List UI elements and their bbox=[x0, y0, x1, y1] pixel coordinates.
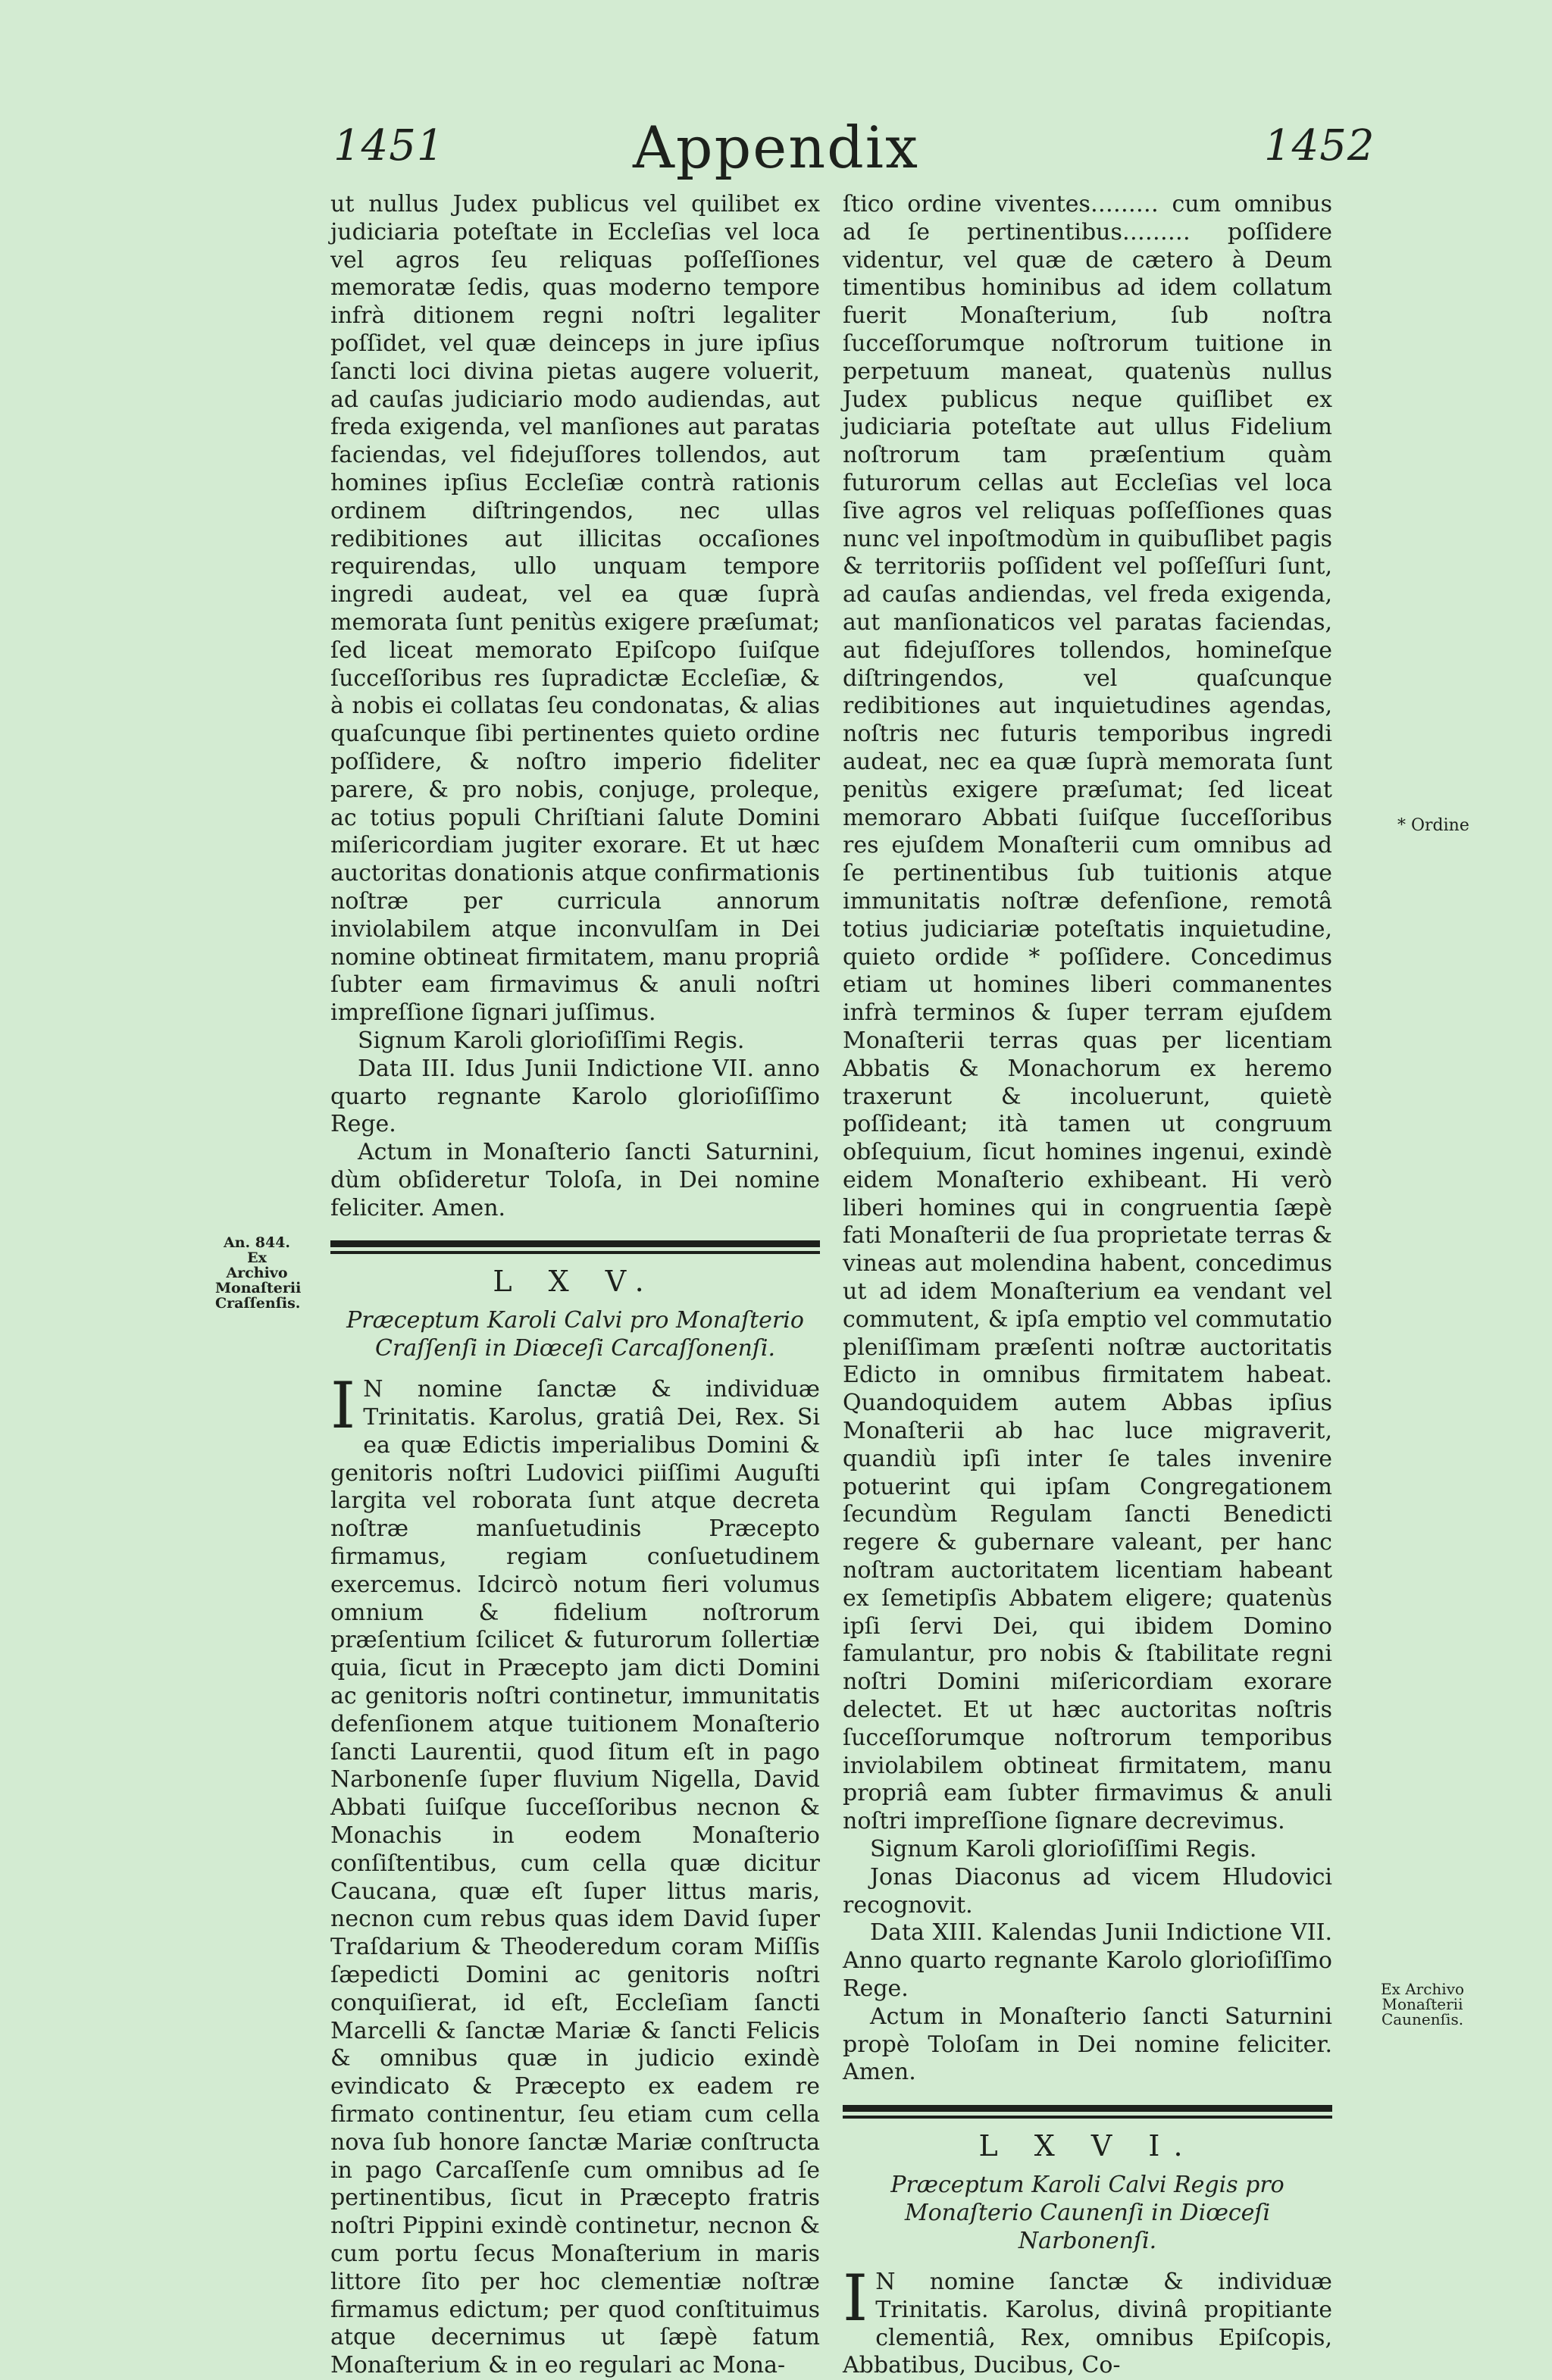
margin-note-caunenſis: Ex Archivo Monaſterii Caunenſis. bbox=[1380, 1980, 1465, 2028]
section-divider-rule bbox=[330, 1240, 820, 1254]
margin-note-craſſenſis: An. 844. Ex Archivo Monaſterii Craſſenſis. bbox=[215, 1234, 302, 1312]
section-body-lxvi bbox=[843, 2260, 1332, 2380]
running-title: Appendix bbox=[633, 114, 919, 181]
right-jonas-line: Jonas Diaconus ad vicem Hludovici recognovit. bbox=[843, 1863, 1332, 1919]
right-column bbox=[843, 191, 1332, 2380]
left-actum-line: Actum in Monaſterio ſancti Saturnini, dùm obſideretur Toloſa, in Dei nomine feliciter. Amen. bbox=[330, 1139, 820, 1221]
left-body-text: ut nullus Judex publicus vel quilibet ex judiciaria poteſtate in Eccleſias vel loca vel agros ſeu reliquas poſſeſſiones memoratæ ſedis, quas moderno tempore infrà ditionem regni noſtri legaliter poſſidet, vel quæ deinceps in jure ipſius ſancti loci divina pietas augere voluerit, ad cauſas judiciario modo audiendas, aut freda exigenda, vel manſiones aut paratas faciendas, vel fidejuſſores tollendos, aut homines ipſius Eccleſiæ contrà rationis ordinem diſtringendos, nec ullas redibitiones aut illicitas occaſiones requirendas, ullo unquam tempore ingredi audeat, vel ea quæ ſuprà memorata ſunt penitùs exigere præſumat; ſed liceat memorato Epiſcopo ſuiſque ſucceſſoribus res ſupradictæ Eccleſiæ, & à nobis ei collatas ſeu condonatas, & alias quaſcunque ſibi pertinentes quieto ordine poſſidere, & noſtro imperio fideliter parere, & pro nobis, conjuge, proleque, ac totius populi Chriſtiani ſalute Domini miſericordiam jugiter exorare. Et ut hæc auctoritas donationis atque confirmationis noſtræ per curricula annorum inviolabilem atque inconvulſam in Dei nomine obtineat firmitatem, manu propriâ ſubter eam firmavimus & anuli noſtri impreſſione ſignari juſſimus. bbox=[330, 191, 820, 1027]
section-body-lxv-text: N nomine ſanctæ & individuæ Trinitatis. Karolus, gratiâ Dei, Rex. Si ea quæ Edictis imperialibus Domini & genitoris noſtri Ludovici piiſſimi Auguſti largita vel roborata ſunt atque decreta noſtræ manſuetudinis Præcepto firmamus, regiam conſuetudinem exercemus. Idcircò notum fieri volumus omnium & fidelium noſtrorum præſentium ſcilicet & futurorum ſollertiæ quia, ſicut in Præcepto jam dicti Domini ac genitoris noſtri continetur, immunitatis defenſionem atque tuitionem Monaſterio ſancti Laurentii, quod ſitum eſt in pago Narbonenſe ſuper fluvium Nigella, David Abbati ſuiſque ſucceſſoribus necnon & Monachis in eodem Monaſterio conſiſtentibus, cum cella quæ dicitur Caucana, quæ eſt ſuper littus maris, necnon cum rebus quas idem David ſuper Traſdarium & Theoderedum coram Miſſis ſæpedicti Domini ac genitoris noſtri conquiſierat, id eſt, Eccleſiam ſancti Marcelli & ſanctæ Mariæ & ſancti Felicis & omnibus quæ in judicio exindè evindicato & Præcepto ex eadem re firmato continentur, ſeu etiam cum cella nova ſub honore ſanctæ Mariæ conſtructa in pago Carcaſſenſe cum omnibus ad ſe pertinentibus, ſicut in Præcepto fratris noſtri Pippini exindè continetur, necnon & cum portu ſecus Monaſterium in maris littore ſito per hoc clementiæ noſtræ firmamus edictum; per quod conſtituimus atque decernimus ut ſæpè fatum Monaſterium & in eo regulari ac Mona- bbox=[330, 1376, 820, 2379]
left-column bbox=[330, 191, 820, 2380]
right-body-text: ſtico ordine viventes……… cum omnibus ad ſe pertinentibus……… poſſidere videntur, vel quæ de cætero à Deum timentibus hominibus ad idem collatum fuerit Monaſterium, ſub noſtra ſucceſſorumque noſtrorum tuitione in perpetuum maneat, quatenùs nullus Judex publicus neque quiſlibet ex judiciaria poteſtate aut ullus Fidelium noſtrorum tam præſentium quàm futurorum cellas aut Eccleſias vel loca ſive agros vel reliquas poſſeſſiones quas nunc vel inpoſtmodùm in quibuſlibet pagis & territoriis poſſident vel poſſeſſuri ſunt, ad cauſas andiendas, vel freda exigenda, aut manſionaticos vel paratas faciendas, aut fidejuſſores tollendos, homineſque diſtringendos, vel quaſcunque redibitiones aut inquietudines agendas, noſtris nec futuris temporibus ingredi audeat, nec ea quæ ſuprà memorata ſunt penitùs exigere præſumat; ſed liceat memoraro Abbati ſuiſque ſucceſſoribus res ejuſdem Monaſterii cum omnibus ad ſe pertinentibus ſub tuitionis atque immunitatis noſtræ defenſione, remotâ totius judiciariæ poteſtatis inquietudine, quieto ordide * poſſidere. Concedimus etiam ut homines liberi commanentes infrà terminos & ſuper terram ejuſdem Monaſterii terras quas per licentiam Abbatis & Monachorum ex heremo traxerunt & incoluerunt, quietè poſſideant; ità tamen ut congruum obſequium, ſicut homines ingenui, exindè eidem Monaſterio exhibeant. Hi verò liberi homines qui in congruentia ſæpè fati Monaſterii de ſua proprietate terras & vineas aut molendina habent, concedimus ut ad idem Monaſterium ea vendant vel commutent, & ipſa emptio vel commutatio pleniſſimam præſenti noſtræ auctoritatis Edicto in omnibus firmitatem habeat. Quandoquidem autem Abbas ipſius Monaſterii ab hac luce migraverit, quandiù ipſi inter ſe tales invenire potuerint qui ipſam Congregationem ſecundùm Regulam ſancti Benedicti regere & gubernare valeant, per hanc noſtram auctoritatem licentiam habeant ex ſemetipſis Abbatem eligere; quatenùs ipſi ſervi Dei, qui ibidem Domino famulantur, pro nobis & ſtabilitate regni noſtri Domini miſericordiam exorare delectet. Et ut hæc auctoritas noſtris ſucceſſorumque noſtrorum temporibus inviolabilem obtineat firmitatem, manu propriâ eam ſubter firmavimus & anuli noſtri impreſſione ſignare decrevimus. bbox=[843, 191, 1332, 1835]
section-heading-lxv: Præceptum Karoli Calvi pro Monaſterio Craſſenſi in Diœceſi Carcaſſonenſi. bbox=[346, 1307, 804, 1362]
section-numeral-lxvi: L X V I. bbox=[978, 2129, 1197, 2163]
left-signum: Signum Karoli glorioſiſſimi Regis. bbox=[358, 1027, 745, 1054]
section-numeral-lxv: L X V. bbox=[493, 1265, 658, 1299]
section-body-lxvi-text: N nomine ſanctæ & individuæ Trinitatis. Karolus, divinâ propitiante clementiâ, Rex, omnibus Epiſcopis, Abbatibus, Ducibus, Co- bbox=[843, 2268, 1332, 2379]
right-signum: Signum Karoli glorioſiſſimi Regis. bbox=[870, 1836, 1257, 1863]
margin-note-ordine: * Ordine bbox=[1397, 816, 1469, 835]
right-actum-line: Actum in Monaſterio ſancti Saturnini propè Toloſam in Dei nomine feliciter. Amen. bbox=[843, 2003, 1332, 2086]
drop-cap: I bbox=[330, 1368, 356, 1443]
section-body-lxv bbox=[330, 1368, 820, 2380]
right-data-line: Data XIII. Kalendas Junii Indictione VII. Anno quarto regnante Karolo glorioſiſſimo Rege. bbox=[843, 1919, 1332, 2002]
section-heading-lxvi: Præceptum Karoli Calvi Regis pro Monaſterio Caunenſi in Diœceſi Narbonenſi. bbox=[890, 2171, 1284, 2254]
right-page-number: 1452 bbox=[1264, 121, 1375, 170]
section-divider-rule bbox=[843, 2105, 1332, 2119]
left-data-line: Data III. Idus Junii Indictione VII. anno quarto regnante Karolo glorioſiſſimo Rege. bbox=[330, 1055, 820, 1138]
left-page-number: 1451 bbox=[333, 121, 445, 170]
drop-cap: I bbox=[843, 2260, 868, 2335]
